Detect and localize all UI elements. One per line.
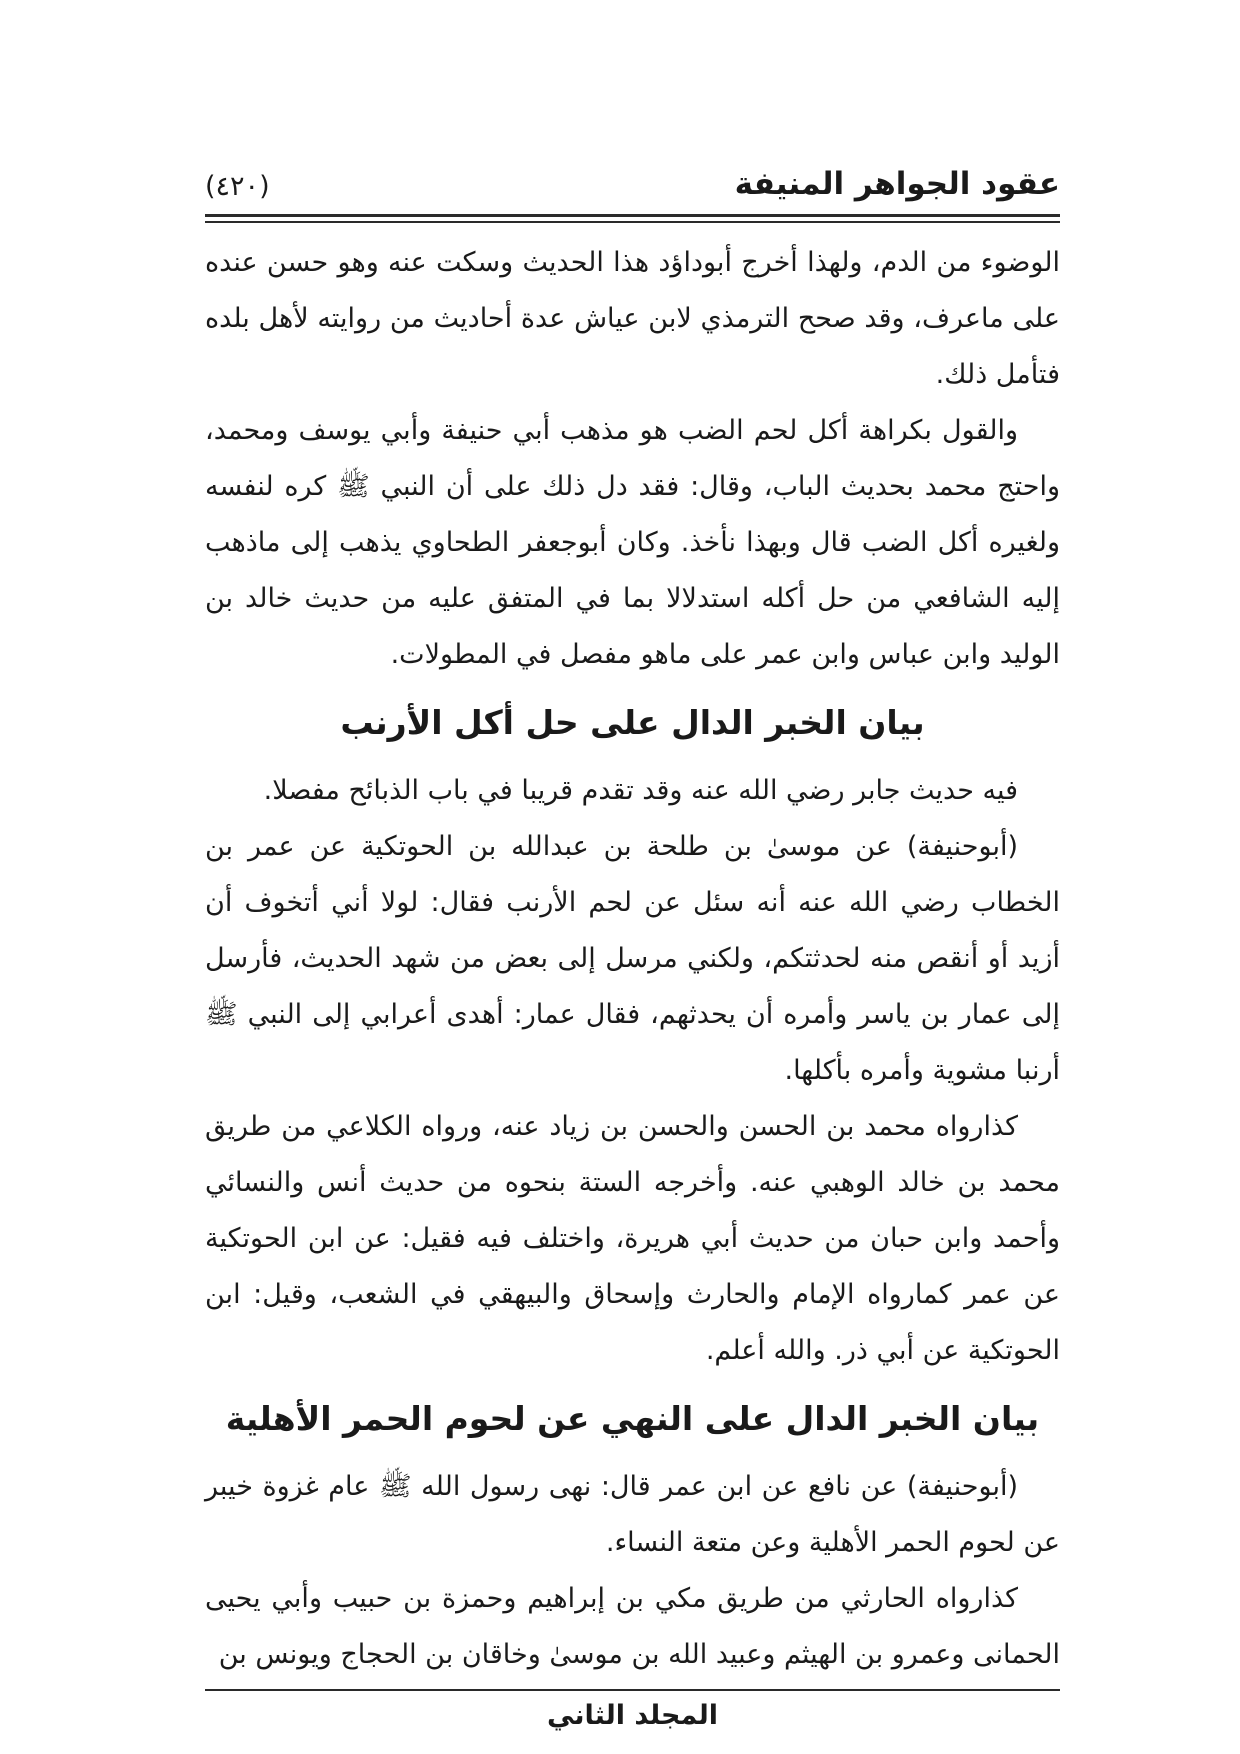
volume-label: المجلد الثاني (547, 1700, 718, 1731)
paragraph-rabbit-chains: كذارواه محمد بن الحسن والحسن بن زياد عنه، ورواه الكلاعي من طريق محمد بن خالد الوهبي عنه. وأخرجه الستة بنحوه من حديث أنس والنسائي وأحمد وابن حبان من حديث أبي هريرة، واختلف فيه فقيل: عن ابن الحوتكية عن عمر كمارواه الإمام والحارث وإسحاق والبيهقي في الشعب، وقيل: ابن الحوتكية عن أبي ذر. والله أعلم. (205, 1111, 1060, 1366)
page-body (205, 235, 1060, 1683)
paragraph-donkey-hadith: (أبوحنيفة) عن نافع عن ابن عمر قال: نهى رسول الله ﷺ عام غزوة خيبر عن لحوم الحمر الأهلية وعن متعة النساء. (205, 1471, 1060, 1558)
section-heading-donkey-meat: بيان الخبر الدال على النهي عن لحوم الحمر الأهلية (225, 1399, 1040, 1438)
paragraph-wudu-continuation: الوضوء من الدم، ولهذا أخرج أبوداؤد هذا الحديث وسكت عنه وهو حسن عنده على ماعرف، وقد صحح الترمذي لابن عياش عدة أحاديث من روايته لأهل بلده فتأمل ذلك. (205, 247, 1060, 390)
page-footer (205, 1693, 1060, 1739)
header-rule (205, 214, 1060, 223)
book-title: عقود الجواهر المنيفة (734, 166, 1060, 202)
paragraph-rabbit-hadith: (أبوحنيفة) عن موسىٰ بن طلحة بن عبدالله بن الحوتكية عن عمر بن الخطاب رضي الله عنه أنه سئل عن لحم الأرنب فقال: لولا أني أتخوف أن أزيد أو أنقص منه لحدثتكم، ولكني مرسل إلى بعض من شهد الحديث، فأرسل إلى عمار بن ياسر وأمره أن يحدثهم، فقال عمار: أهدى أعرابي إلى النبي ﷺ أرنبا مشوية وأمره بأكلها. (205, 831, 1060, 1086)
paragraph-donkey-chains: كذارواه الحارثي من طريق مكي بن إبراهيم وحمزة بن حبيب وأبي يحيى الحمانى وعمرو بن الهيثم وعبيد الله بن موسىٰ وخاقان بن الحجاج ويونس بن (205, 1583, 1060, 1670)
page-number: (٤٢٠) (205, 171, 270, 202)
paragraph-dabb-ruling: والقول بكراهة أكل لحم الضب هو مذهب أبي حنيفة وأبي يوسف ومحمد، واحتج محمد بحديث الباب، وقال: فقد دل ذلك على أن النبي ﷺ كره لنفسه ولغيره أكل الضب قال وبهذا نأخذ. وكان أبوجعفر الطحاوي يذهب إلى ماذهب إليه الشافعي من حل أكله استدلالا بما في المتفق عليه من حديث خالد بن الوليد وابن عباس وابن عمر على ماهو مفصل في المطولات. (205, 415, 1060, 670)
paragraph-jabir-note: فيه حديث جابر رضي الله عنه وقد تقدم قريبا في باب الذبائح مفصلا. (263, 775, 1018, 806)
footer-rule (205, 1689, 1060, 1691)
page-header (205, 148, 1060, 202)
section-heading-rabbit: بيان الخبر الدال على حل أكل الأرنب (340, 703, 925, 742)
